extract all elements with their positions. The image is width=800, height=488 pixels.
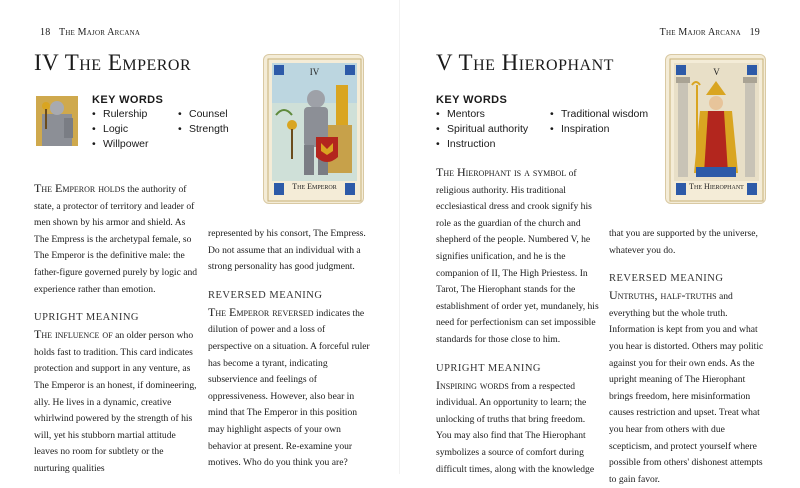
hierophant-reversed-body: and everything but the whole truth. Information is kept from you and what you hear is distorted. Others may politic against you for their own ends. As the upright meaning of The Hierophant brings freedom, here misinformation causes restriction and upset. Treat what you hear from others with due scepticism, and protect yourself where possible from others' dishonest attempts to gain favor. [609,291,764,485]
hierophant-reversed-heading: REVERSED MEANING [609,273,724,285]
emperor-upright-lead: The influence of [34,327,113,342]
emperor-upright-body: an older person who holds fast to tradition. This card indicates protection and support in any venture, as The Emperor is an honest, if domineering, ally. He lives in a dynamic, creative whirlwind powered by the strength of his will, yet his stubborn martial attitude leaves no room for subtlety or the nurturing qualities [34,330,197,474]
right-column-2 [609,226,769,488]
emperor-reversed-body: indicates the dilution of power and a loss of perspective on a situation. A forceful ruler has become a tyrant, indicating subservience and feelings of oppressiveness. However, also bear in mind that The Emperor in this position may highlight aspects of your own behavior at present. Re-examine your motives. Who do you think you are? [208,307,370,469]
emperor-intro [34,180,199,298]
emperor-upright [34,326,199,477]
hierophant-reversed [609,287,769,488]
keywords-list-right-1 [436,107,528,152]
keywords-title-left: KEY WORDS [92,94,164,106]
hierophant-reversed-lead: Untruths, half-truths [609,288,717,303]
emperor-thumbnail-image [36,96,78,146]
keyword-item: • Spiritual authority [436,122,528,137]
keywords-list-left-2 [178,107,229,137]
hierophant-card-numeral: V [713,67,720,77]
keyword-item: • Inspiration [550,122,648,137]
emperor-card-label: The Emperor [292,182,337,191]
emperor-intro-lead: The Emperor holds [34,181,125,195]
running-head-title-left: The Major Arcana [58,27,141,38]
hierophant-column-2-text: that you are supported by the universe, whatever you do. [609,228,758,256]
hierophant-intro-lead: The Hierophant is a symbol [436,165,567,179]
right-column-1 [436,164,601,478]
running-head-title-right: The Major Arcana [659,27,741,38]
emperor-reversed-heading: REVERSED MEANING [208,289,323,301]
card-title-hierophant: V The Hierophant [436,50,614,75]
emperor-card-numeral: IV [309,67,320,77]
hierophant-upright-heading: UPRIGHT MEANING [436,362,542,374]
emperor-card-image [263,54,364,204]
keywords-list-left-1 [92,107,149,152]
page-number-left: 18 [40,27,51,38]
hierophant-card-image [665,54,766,204]
hierophant-upright-lead: Inspiring words [436,377,509,392]
emperor-reversed [208,304,370,472]
keyword-item: • Strength [178,122,229,137]
emperor-thumbnail [36,96,78,146]
emperor-reversed-lead: The Emperor reversed [208,304,314,319]
emperor-intro-body: the authority of state, a protector of territory and leader of men shown by his armor and shield. As The Empress is the archetypal female, so The Emperor is the definitive male: the father-figure governed purely by logic and experience rather than emotion. [34,184,198,295]
right-page [400,0,800,485]
left-page [0,0,400,474]
keyword-item: • Traditional wisdom [550,107,648,122]
keywords-list-right-2 [550,107,648,137]
hierophant-upright [436,377,601,479]
left-column-1 [34,180,199,478]
hierophant-card-label: The Hierophant [689,182,744,191]
card-title-emperor: IV The Emperor [34,50,192,75]
left-column-2 [208,226,370,472]
keyword-item: • Instruction [436,137,528,152]
keyword-item: • Counsel [178,107,229,122]
keywords-title-right: KEY WORDS [436,94,508,106]
keyword-item: • Rulership [92,107,149,122]
running-head-right [660,27,766,38]
keyword-item: • Willpower [92,137,149,152]
hierophant-intro [436,164,601,349]
keyword-item: • Logic [92,122,149,137]
running-head-left [34,27,140,38]
hierophant-intro-body: of religious authority. His traditional ecclesiastical dress and crook signify his role as the guardian of the church and shepherd of the people. Numbered V, he signifies unification, and he is the companion of II, The High Priestess. In Tarot, The Hierophant stands for the establishment of order yet, mundanely, his need for perfectionism can set impossible standards for those close to him. [436,168,599,345]
emperor-upright-heading: UPRIGHT MEANING [34,312,140,324]
hierophant-upright-body: from a respected individual. An opportunity to learn; the unlocking of truths that bring freedom. You may also find that The Hierophant symbolizes a source of comfort during difficult times, along with the knowledge [436,380,595,475]
keyword-item: • Mentors [436,107,528,122]
page-number-right: 19 [749,27,760,38]
emperor-column-2-text: represented by his consort, The Empress. Do not assume that an individual with a strong personality has good judgment. [208,228,366,273]
